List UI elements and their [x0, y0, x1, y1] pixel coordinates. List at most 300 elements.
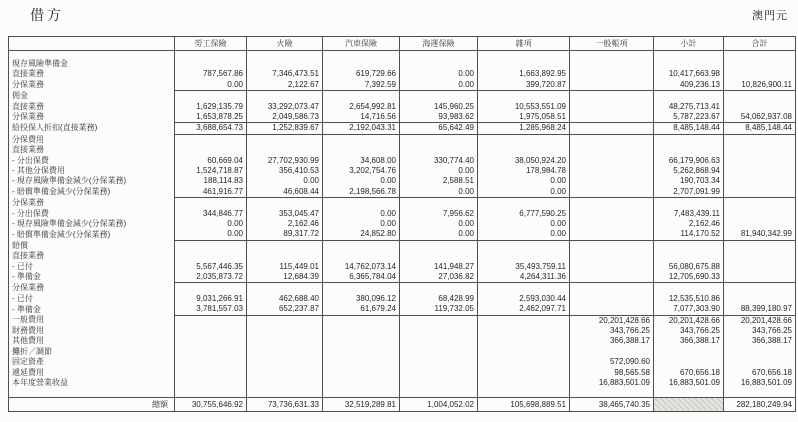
table-row	[9, 240, 796, 251]
value-cell: 2,049,586.73	[247, 112, 323, 123]
value-cell	[247, 251, 323, 261]
table-row	[9, 294, 796, 304]
value-cell: 20,201,428.66	[654, 315, 724, 326]
value-cell: 652,237.87	[247, 304, 323, 315]
value-cell	[654, 357, 724, 367]
value-cell: 1,252,839.67	[247, 123, 323, 134]
row-label: - 已付	[12, 293, 33, 303]
value-cell	[570, 272, 654, 283]
currency-label: 澳門元	[752, 10, 788, 22]
value-cell: 2,192,043.31	[323, 123, 400, 134]
value-cell: 0.00	[247, 176, 323, 186]
value-cell	[724, 272, 796, 283]
value-cell: 7,077,303.90	[654, 304, 724, 315]
row-label: 賠償	[12, 240, 28, 250]
value-cell: 68,428.99	[400, 294, 478, 304]
value-cell: 572,090.60	[570, 357, 654, 367]
value-cell: 0.00	[478, 176, 570, 186]
table-row	[9, 102, 796, 112]
value-cell	[654, 134, 724, 145]
corner-cell	[9, 37, 175, 51]
value-cell: 0.00	[400, 187, 478, 198]
value-cell	[654, 283, 724, 294]
value-cell	[400, 347, 478, 357]
value-cell	[323, 326, 400, 336]
value-cell	[175, 347, 247, 357]
table-row	[9, 229, 796, 240]
value-cell: 409,236.13	[654, 80, 724, 91]
total-value-cell: 282,180,249.94	[724, 397, 796, 411]
value-cell	[724, 145, 796, 155]
value-cell	[175, 368, 247, 378]
row-label: 給投保人折扣(直接業務)	[12, 123, 98, 133]
row-label: - 分出保費	[12, 155, 49, 165]
value-cell: 2,122.67	[247, 80, 323, 91]
value-cell: 60,669.04	[175, 156, 247, 166]
value-cell	[400, 91, 478, 102]
empty-cell	[724, 51, 796, 60]
value-cell: 27,036.82	[400, 272, 478, 283]
value-cell: 115,449.01	[247, 262, 323, 272]
value-cell: 366,388.17	[724, 336, 796, 346]
value-cell	[724, 294, 796, 304]
value-cell	[570, 112, 654, 123]
table-row	[9, 251, 796, 261]
value-cell: 54,062,937.08	[724, 112, 796, 123]
value-cell: 356,410.53	[247, 166, 323, 176]
value-cell: 343,766.25	[570, 326, 654, 336]
value-cell	[323, 347, 400, 357]
value-cell: 1,629,135.79	[175, 102, 247, 112]
value-cell: 0.00	[175, 229, 247, 240]
value-cell	[247, 134, 323, 145]
empty-cell	[400, 51, 478, 60]
value-cell: 343,766.25	[724, 326, 796, 336]
value-cell	[478, 336, 570, 346]
value-cell	[323, 336, 400, 346]
empty-cell	[247, 389, 323, 398]
table-row	[9, 123, 796, 134]
value-cell: 12,705,690.33	[654, 272, 724, 283]
value-cell	[570, 283, 654, 294]
table-row	[9, 378, 796, 388]
value-cell	[400, 357, 478, 367]
value-cell: 2,198,566.78	[323, 187, 400, 198]
value-cell: 344,846.77	[175, 209, 247, 219]
table-row	[9, 347, 796, 357]
value-cell	[654, 198, 724, 209]
value-cell: 3,202,754.76	[323, 166, 400, 176]
table-row	[9, 59, 796, 69]
value-cell: 141,948.27	[400, 262, 478, 272]
empty-cell	[323, 389, 400, 398]
value-cell	[247, 336, 323, 346]
row-label: 佣金	[12, 90, 28, 100]
value-cell	[400, 378, 478, 388]
value-cell	[400, 240, 478, 251]
table-row	[9, 262, 796, 272]
value-cell	[247, 240, 323, 251]
row-label: 分保業務	[12, 197, 44, 207]
value-cell: 2,462,097.71	[478, 304, 570, 315]
value-cell	[478, 315, 570, 326]
table-row	[9, 80, 796, 91]
total-value-cell: 30,755,646.92	[175, 397, 247, 411]
value-cell	[400, 134, 478, 145]
value-cell: 330,774.40	[400, 156, 478, 166]
table-row	[9, 91, 796, 102]
total-row	[9, 397, 796, 411]
value-cell	[570, 347, 654, 357]
empty-cell	[570, 389, 654, 398]
value-cell: 61,679.24	[323, 304, 400, 315]
value-cell: 380,096.12	[323, 294, 400, 304]
row-label: 直接業務	[12, 69, 44, 79]
value-cell	[654, 145, 724, 155]
debit-side-label: 借方	[30, 7, 64, 23]
value-cell: 10,553,551.09	[478, 102, 570, 112]
row-label: 遞延費用	[12, 367, 44, 377]
value-cell	[175, 198, 247, 209]
row-label: 攤折／調節	[12, 346, 52, 356]
row-label: 其他費用	[12, 336, 44, 346]
value-cell	[724, 283, 796, 294]
value-cell	[400, 145, 478, 155]
value-cell	[724, 209, 796, 219]
value-cell	[247, 378, 323, 388]
value-cell	[323, 198, 400, 209]
value-cell	[247, 315, 323, 326]
value-cell	[570, 251, 654, 261]
value-cell	[570, 187, 654, 198]
value-cell: 4,264,311.36	[478, 272, 570, 283]
column-header: 合計	[724, 37, 796, 51]
empty-cell	[654, 51, 724, 60]
row-label: 現存風險準備金	[12, 59, 68, 68]
value-cell	[400, 59, 478, 69]
table-row	[9, 112, 796, 123]
value-cell: 14,716.56	[323, 112, 400, 123]
value-cell	[724, 91, 796, 102]
value-cell	[175, 315, 247, 326]
row-label: - 分出保費	[12, 208, 49, 218]
value-cell	[478, 368, 570, 378]
value-cell: 2,593,030.44	[478, 294, 570, 304]
empty-cell	[654, 389, 724, 398]
value-cell: 1,524,718.87	[175, 166, 247, 176]
row-label: 直接業務	[12, 251, 44, 261]
table-row	[9, 198, 796, 209]
value-cell	[724, 69, 796, 79]
value-cell	[654, 91, 724, 102]
value-cell: 399,720.87	[478, 80, 570, 91]
value-cell: 16,883,501.09	[724, 378, 796, 388]
value-cell	[478, 357, 570, 367]
value-cell	[247, 283, 323, 294]
value-cell	[570, 240, 654, 251]
value-cell	[478, 134, 570, 145]
value-cell: 35,493,759.11	[478, 262, 570, 272]
value-cell	[570, 198, 654, 209]
value-cell	[323, 134, 400, 145]
column-header: 一般帳項	[570, 37, 654, 51]
value-cell: 145,960.25	[400, 102, 478, 112]
value-cell	[175, 145, 247, 155]
value-cell: 366,388.17	[654, 336, 724, 346]
value-cell	[724, 251, 796, 261]
row-label: - 現存風險準備金減少(分保業務)	[12, 219, 127, 229]
value-cell: 5,567,446.35	[175, 262, 247, 272]
value-cell	[654, 59, 724, 69]
row-label: - 現存風險準備金減少(分保業務)	[12, 176, 127, 186]
value-cell: 2,588.51	[400, 176, 478, 186]
value-cell	[175, 91, 247, 102]
value-cell: 12,684.39	[247, 272, 323, 283]
value-cell: 0.00	[400, 80, 478, 91]
value-cell	[175, 240, 247, 251]
value-cell	[478, 283, 570, 294]
table-row	[9, 272, 796, 283]
value-cell: 119,732.05	[400, 304, 478, 315]
value-cell	[724, 156, 796, 166]
value-cell: 20,201,428.66	[724, 315, 796, 326]
value-cell: 0.00	[400, 166, 478, 176]
value-cell	[570, 59, 654, 69]
value-cell	[175, 251, 247, 261]
total-value-cell: 73,736,631.33	[247, 397, 323, 411]
table-row	[9, 283, 796, 294]
value-cell	[724, 219, 796, 229]
value-cell: 461,916.77	[175, 187, 247, 198]
value-cell: 787,567.86	[175, 69, 247, 79]
row-label: 財務費用	[12, 326, 44, 336]
value-cell: 0.00	[400, 69, 478, 79]
value-cell: 0.00	[478, 229, 570, 240]
empty-cell	[175, 51, 247, 60]
value-cell: 366,388.17	[570, 336, 654, 346]
column-header: 海運保險	[400, 37, 478, 51]
table-row	[9, 69, 796, 79]
spacer-row	[9, 389, 796, 398]
value-cell	[478, 251, 570, 261]
table-row	[9, 156, 796, 166]
value-cell: 670,656.18	[654, 368, 724, 378]
total-value-cell	[654, 397, 724, 411]
value-cell	[570, 80, 654, 91]
value-cell: 10,417,663.98	[654, 69, 724, 79]
empty-cell	[9, 51, 175, 60]
table-row	[9, 187, 796, 198]
value-cell	[175, 357, 247, 367]
value-cell: 1,285,968.24	[478, 123, 570, 134]
value-cell	[570, 145, 654, 155]
row-label: 直接業務	[12, 101, 44, 111]
total-label: 總額	[9, 397, 175, 411]
value-cell: 1,653,878.25	[175, 112, 247, 123]
value-cell: 81,940,342.99	[724, 229, 796, 240]
value-cell	[570, 134, 654, 145]
table-header	[9, 37, 796, 51]
value-cell	[323, 145, 400, 155]
empty-cell	[570, 51, 654, 60]
value-cell: 2,654,992.81	[323, 102, 400, 112]
value-cell: 2,035,873.72	[175, 272, 247, 283]
column-header: 雜項	[478, 37, 570, 51]
table-row	[9, 209, 796, 219]
value-cell	[247, 368, 323, 378]
total-value-cell: 1,004,052.02	[400, 397, 478, 411]
value-cell: 38,050,924.20	[478, 156, 570, 166]
value-cell	[570, 123, 654, 134]
row-label: 本年度營業收益	[12, 378, 68, 388]
value-cell	[724, 357, 796, 367]
empty-cell	[724, 389, 796, 398]
value-cell	[570, 91, 654, 102]
row-label: 分保業務	[12, 112, 44, 122]
value-cell: 7,392.59	[323, 80, 400, 91]
value-cell	[724, 59, 796, 69]
value-cell: 8,485,148.44	[724, 123, 796, 134]
value-cell: 10,826,900.11	[724, 80, 796, 91]
value-cell: 12,535,510.86	[654, 294, 724, 304]
value-cell: 27,702,930.99	[247, 156, 323, 166]
value-cell: 0.00	[323, 219, 400, 229]
value-cell	[175, 336, 247, 346]
empty-cell	[247, 51, 323, 60]
table-row	[9, 368, 796, 378]
row-label: - 其他分保費用	[12, 166, 65, 176]
value-cell	[724, 262, 796, 272]
row-label: - 準備金	[12, 304, 41, 314]
value-cell: 98,565.58	[570, 368, 654, 378]
empty-cell	[400, 389, 478, 398]
value-cell: 2,162.46	[654, 219, 724, 229]
value-cell: 0.00	[478, 219, 570, 229]
value-cell: 24,852.80	[323, 229, 400, 240]
value-cell	[478, 145, 570, 155]
value-cell	[570, 219, 654, 229]
value-cell: 88,399,180.97	[724, 304, 796, 315]
table-row	[9, 326, 796, 336]
value-cell	[175, 283, 247, 294]
value-cell: 190,703.34	[654, 176, 724, 186]
value-cell	[323, 378, 400, 388]
value-cell: 1,975,058.51	[478, 112, 570, 123]
value-cell	[724, 102, 796, 112]
value-cell: 33,292,073.47	[247, 102, 323, 112]
value-cell: 0.00	[400, 229, 478, 240]
value-cell: 3,781,557.03	[175, 304, 247, 315]
row-label: 分保業務	[12, 283, 44, 293]
value-cell: 89,317.72	[247, 229, 323, 240]
value-cell	[570, 176, 654, 186]
value-cell	[175, 378, 247, 388]
value-cell: 1,663,892.95	[478, 69, 570, 79]
financial-table	[8, 36, 796, 412]
table-row	[9, 336, 796, 346]
value-cell	[478, 378, 570, 388]
table-row	[9, 176, 796, 186]
total-value-cell: 32,519,289.81	[323, 397, 400, 411]
value-cell: 7,956.62	[400, 209, 478, 219]
value-cell: 16,883,501.09	[570, 378, 654, 388]
table-body	[9, 51, 796, 412]
value-cell	[400, 336, 478, 346]
value-cell: 14,762,073.14	[323, 262, 400, 272]
value-cell: 178,984.78	[478, 166, 570, 176]
value-cell: 5,787,223.67	[654, 112, 724, 123]
value-cell: 56,080,675.88	[654, 262, 724, 272]
row-label: - 賠償準備金減少(分保業務)	[12, 229, 111, 239]
spacer-row	[9, 51, 796, 60]
value-cell	[724, 347, 796, 357]
value-cell: 20,201,428.66	[570, 315, 654, 326]
value-cell	[570, 294, 654, 304]
table-row	[9, 219, 796, 229]
value-cell: 0.00	[478, 187, 570, 198]
value-cell	[323, 59, 400, 69]
table-row	[9, 315, 796, 326]
table-row	[9, 145, 796, 155]
value-cell	[247, 145, 323, 155]
row-label: 分保業務	[12, 80, 44, 90]
value-cell: 0.00	[175, 80, 247, 91]
value-cell	[570, 156, 654, 166]
value-cell	[724, 240, 796, 251]
value-cell: 343,766.25	[654, 326, 724, 336]
value-cell: 2,162.46	[247, 219, 323, 229]
value-cell	[400, 251, 478, 261]
value-cell	[724, 176, 796, 186]
value-cell	[478, 347, 570, 357]
value-cell: 2,707,091.99	[654, 187, 724, 198]
value-cell: 114,170.52	[654, 229, 724, 240]
column-header: 小計	[654, 37, 724, 51]
value-cell: 48,275,713.41	[654, 102, 724, 112]
row-label: 分保費用	[12, 134, 44, 144]
value-cell	[400, 368, 478, 378]
total-value-cell: 38,465,740.35	[570, 397, 654, 411]
value-cell	[570, 229, 654, 240]
value-cell: 0.00	[323, 176, 400, 186]
value-cell: 66,179,906.63	[654, 156, 724, 166]
value-cell	[175, 326, 247, 336]
value-cell: 6,365,784.04	[323, 272, 400, 283]
value-cell	[323, 315, 400, 326]
value-cell	[654, 240, 724, 251]
value-cell: 670,656.18	[724, 368, 796, 378]
value-cell	[570, 209, 654, 219]
value-cell: 8,485,148.44	[654, 123, 724, 134]
value-cell	[323, 357, 400, 367]
value-cell: 462,688.40	[247, 294, 323, 304]
value-cell	[323, 240, 400, 251]
value-cell: 619,729.66	[323, 69, 400, 79]
value-cell	[400, 326, 478, 336]
value-cell: 9,031,266.91	[175, 294, 247, 304]
value-cell	[478, 198, 570, 209]
row-label: 固定資產	[12, 357, 44, 367]
empty-cell	[9, 389, 175, 398]
value-cell	[400, 198, 478, 209]
value-cell	[400, 315, 478, 326]
value-cell	[175, 134, 247, 145]
value-cell	[247, 347, 323, 357]
value-cell: 188,114.83	[175, 176, 247, 186]
table-row	[9, 357, 796, 367]
value-cell	[570, 166, 654, 176]
row-label: 一般費用	[12, 315, 44, 325]
